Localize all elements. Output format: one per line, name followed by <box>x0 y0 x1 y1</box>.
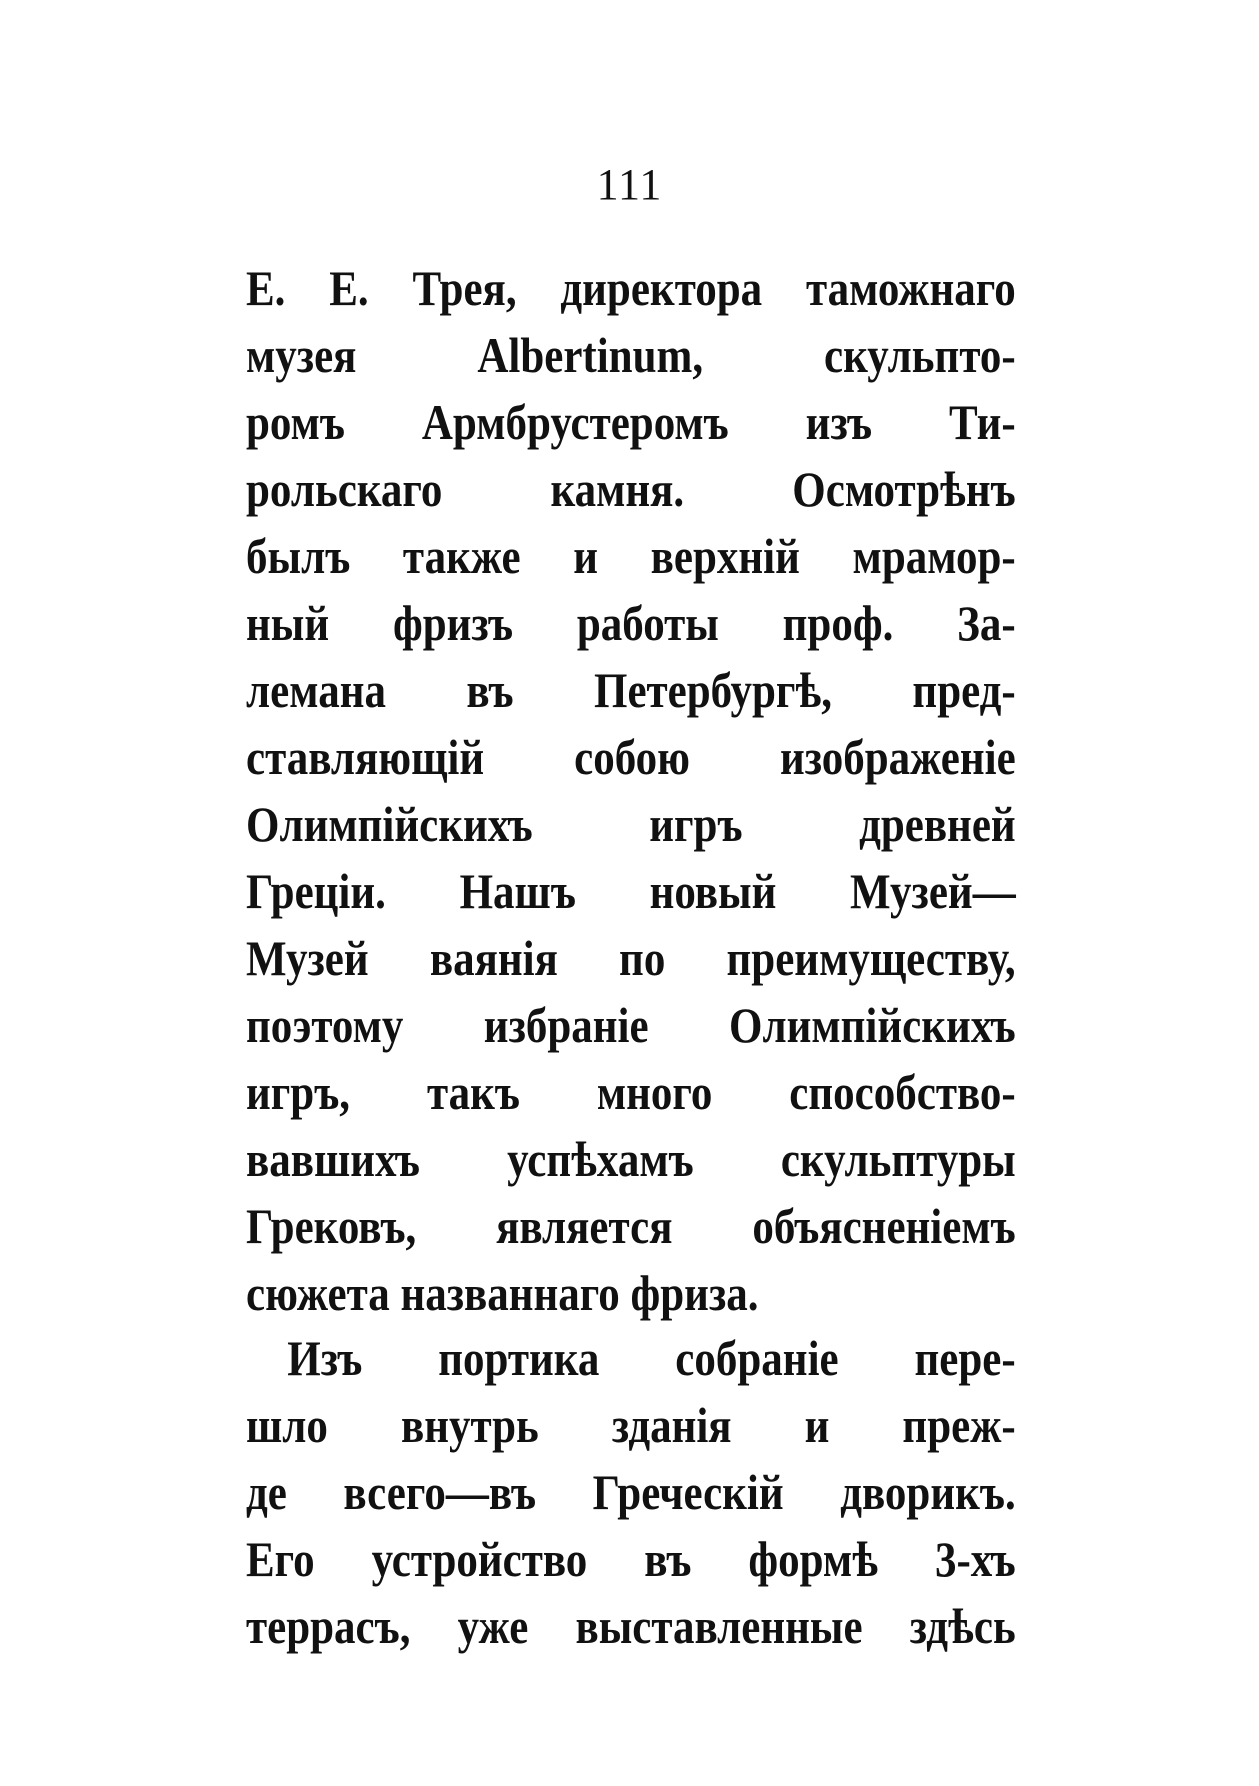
text-line: ставляющій собою изображеніе <box>246 729 1016 785</box>
text-line: Его устройство въ формѣ 3-хъ <box>246 1531 1016 1587</box>
text-line: Е. Е. Трея, директора таможнаго <box>246 260 1016 316</box>
text-line: шло внутрь зданія и преж- <box>246 1397 1016 1453</box>
text-line: Музей ваянія по преимуществу, <box>246 930 1016 986</box>
text-line: былъ также и верхній мрамор- <box>246 528 1016 584</box>
text-line: вавшихъ успѣхамъ скульптуры <box>246 1131 1016 1187</box>
text-line: Изъ портика собраніе пере- <box>287 1330 1016 1386</box>
text-line: лемана въ Петербургѣ, пред- <box>246 662 1016 718</box>
text-line: рольскаго камня. Осмотрѣнъ <box>246 461 1016 517</box>
text-line: Греціи. Нашъ новый Музей— <box>246 863 1016 919</box>
text-line: поэтому избраніе Олимпійскихъ <box>246 997 1016 1053</box>
text-line: ный фризъ работы проф. За- <box>246 595 1016 651</box>
paragraph-1 <box>246 255 1016 1327</box>
paragraph-2 <box>246 1325 1016 1660</box>
text-line: Олимпійскихъ игръ древней <box>246 796 1016 852</box>
text-line: Грековъ, является объясненіемъ <box>246 1198 1016 1254</box>
text-line: игръ, такъ много способство- <box>246 1064 1016 1120</box>
text-line: де всего—въ Греческій дворикъ. <box>246 1464 1016 1520</box>
text-line: ромъ Армбрустеромъ изъ Ти- <box>246 394 1016 450</box>
text-line: музея Albertinum, скульпто- <box>246 327 1016 383</box>
text-line: террасъ, уже выставленные здѣсь <box>246 1598 1016 1654</box>
text-line: сюжета названнаго фриза. <box>246 1265 759 1321</box>
page-number: 111 <box>596 160 663 209</box>
